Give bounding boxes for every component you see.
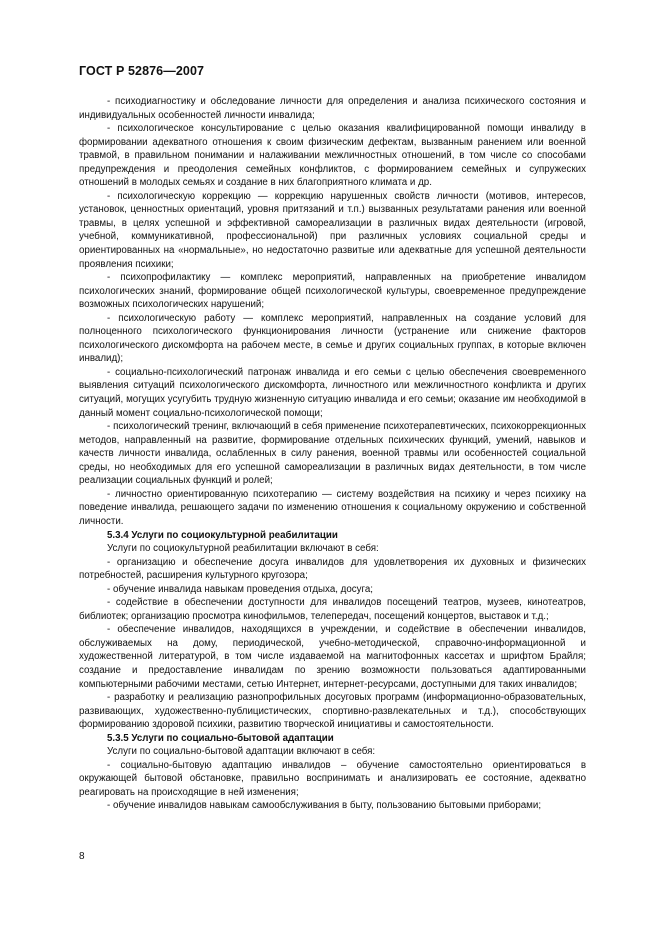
paragraph: - психологическую работу — комплекс мероприятий, направленных на создание условий для полноценного психологического функционирования личности (устранение или снижение факторов психологического дискомфорта на рабочем месте, в семье и других социальных группах, в которые включен инвалид);	[79, 312, 586, 365]
page-number: 8	[79, 851, 85, 862]
paragraph: - разработку и реализацию разнопрофильных досуговых программ (информационно-образовательных, развивающих, художественно-публицистических, спортивно-развлекательных и т.д.), способствующих формированию здоровой психики, развитию творческой инициативы и самостоятельности.	[79, 692, 586, 731]
paragraph: - социально-психологический патронаж инвалида и его семьи с целью обеспечения своевременного выявления ситуаций психологического дискомфорта, личностного или межличностного конфликта и других ситуаций, могущих усугубить трудную жизненную ситуацию инвалида и его семьи; оказание им необходимой в данный момент социально-психологической помощи;	[79, 366, 586, 419]
section-heading-5-3-4: 5.3.4 Услуги по социокультурной реабилитации	[107, 529, 338, 541]
paragraph: Услуги по социокультурной реабилитации включают в себя:	[107, 543, 379, 555]
paragraph: - личностно ориентированную психотерапию — систему воздействия на психику и через психику на поведение инвалида, решающего задачи по изменению отношения к социальному окружению и собственной личности.	[79, 488, 586, 527]
paragraph: - обеспечение инвалидов, находящихся в учреждении, и содействие в обеспечении инвалидов, обслуживаемых на дому, периодической, учебно-методической, справочно-информационной и художественной литературой, в том числе издаваемой на магнитофонных кассетах и шрифтом Брайля; создание и предоставление инвалидам по зрению возможности пользоваться адаптированными компьютерными рабочими местами, сетью Интернет, интернет-ресурсами, доступными для таких инвалидов;	[79, 624, 586, 690]
paragraph: - организацию и обеспечение досуга инвалидов для удовлетворения их духовных и физических потребностей, расширения культурного кругозора;	[79, 556, 586, 582]
paragraph: - психологическое консультирование с целью оказания квалифицированной помощи инвалиду в формировании адекватного отношения к своим физическим дефектам, вызванным ранением или военной травмой, в правильном понимании и налаживании межличностных отношений, в том числе со способами предупреждения и преодоления семейных конфликтов, с формированием семейных и супружеских отношений в молодых семьях и создание в них благоприятного климата и др.	[79, 123, 586, 189]
paragraph: - психологическую коррекцию — коррекцию нарушенных свойств личности (мотивов, интересов, установок, ценностных ориентаций, уровня притязаний и т.п.) вызванных результатами ранения или военной травмы, в целях успешной и эффективной самореализации в различных видах деятельности (игровой, учебной, коммуникативной, профессиональной) при различных условиях социальной среды и ориентированных на «нормальные», но недостаточно развитые или адекватные для успешной деятельности проявления психики;	[79, 190, 586, 270]
document-body	[79, 95, 586, 813]
paragraph: - психопрофилактику — комплекс мероприятий, направленных на приобретение инвалидом психологических знаний, формирование общей психологической культуры, своевременное предупреждение возможных психологических нарушений;	[79, 272, 586, 311]
paragraph: - психологический тренинг, включающий в себя применение психотерапевтических, психокоррекционных методов, направленный на развитие, формирование отдельных психических функций, умений, навыков и качеств личности инвалида, ослабленных в силу ранения, военной травмы или особенностей социальной среды, но необходимых для его успешной самореализации в различных видах деятельности, в том числе реализации социальных функций и ролей;	[79, 421, 586, 487]
paragraph: - социально-бытовую адаптацию инвалидов – обучение самостоятельно ориентироваться в окружающей бытовой обстановке, правильно воспринимать и анализировать ее состояние, адекватно реагировать на происходящие в ней изменения;	[79, 759, 586, 798]
paragraph: - обучение инвалида навыкам проведения отдыха, досуга;	[107, 583, 373, 595]
paragraph: Услуги по социально-бытовой адаптации включают в себя:	[107, 746, 376, 758]
paragraph: - содействие в обеспечении доступности для инвалидов посещений театров, музеев, кинотеатров, библиотек; организацию просмотра кинофильмов, телепередач, посещений концертов, выставок и т.д.;	[79, 597, 586, 622]
paragraph: - психодиагностику и обследование личности для определения и анализа психического состояния и индивидуальных особенностей личности инвалида;	[79, 96, 586, 121]
document-code-header: ГОСТ Р 52876—2007	[79, 64, 205, 78]
section-heading-5-3-5: 5.3.5 Услуги по социально-бытовой адаптации	[107, 732, 334, 744]
paragraph: - обучение инвалидов навыкам самообслуживания в быту, пользованию бытовыми приборами;	[107, 800, 542, 812]
